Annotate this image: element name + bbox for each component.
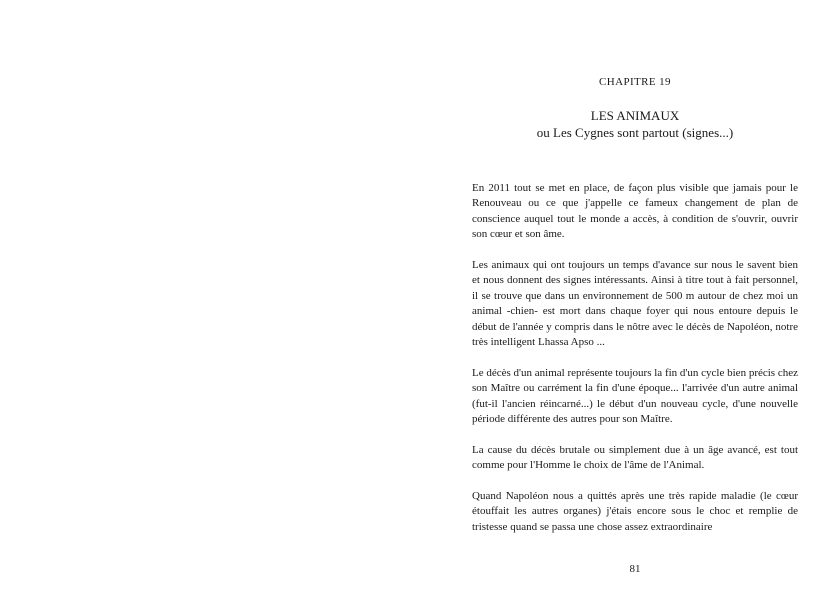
chapter-subtitle: ou Les Cygnes sont partout (signes...) — [536, 125, 734, 140]
chapter-label: CHAPITRE 19 — [599, 76, 671, 88]
chapter-title: LES ANIMAUX — [590, 108, 680, 123]
left-blank-page — [0, 0, 419, 595]
paragraph: La cause du décès brutale ou simplement due à un âge avancé, est tout comme pour l'Homme le choix de l'âme de l'Animal. — [472, 443, 798, 472]
page-number: 81 — [629, 563, 641, 575]
paragraph: Les animaux qui ont toujours un temps d'avance sur nous le savent bien et nous donnent des signes intéressants. Ainsi à titre tout à fait personnel, il se trouve que dans un environnement de 500 m autour de chez moi un animal -chien- est mort dans chaque foyer qui nous entoure depuis le début de l'année y compris dans le nôtre avec le décès de Napoléon, notre très intelligent Lhassa Apso ... — [472, 259, 798, 349]
paragraph: En 2011 tout se met en place, de façon plus visible que jamais pour le Renouveau ou ce que j'appelle ce fameux changement de plan de conscience auquel tout le monde a accès, à condition de s'ouvrir, ouvrir son cœur et son âme. — [472, 182, 798, 241]
paragraph: Le décès d'un animal représente toujours la fin d'un cycle bien précis chez son Maître ou carrément la fin d'une époque... l'arrivée d'un autre animal (fut-il l'ancien réincarné...) le début d'un nouveau cycle, d'une nouvelle période différente des autres pour son Maître. — [472, 366, 798, 426]
chapter-body — [472, 181, 798, 535]
paragraph: Quand Napoléon nous a quittés après une très rapide maladie (le cœur étouffait les autres organes) j'étais encore sous le choc et remplie de tristesse quand se passa une chose assez extraordinaire — [472, 490, 798, 533]
